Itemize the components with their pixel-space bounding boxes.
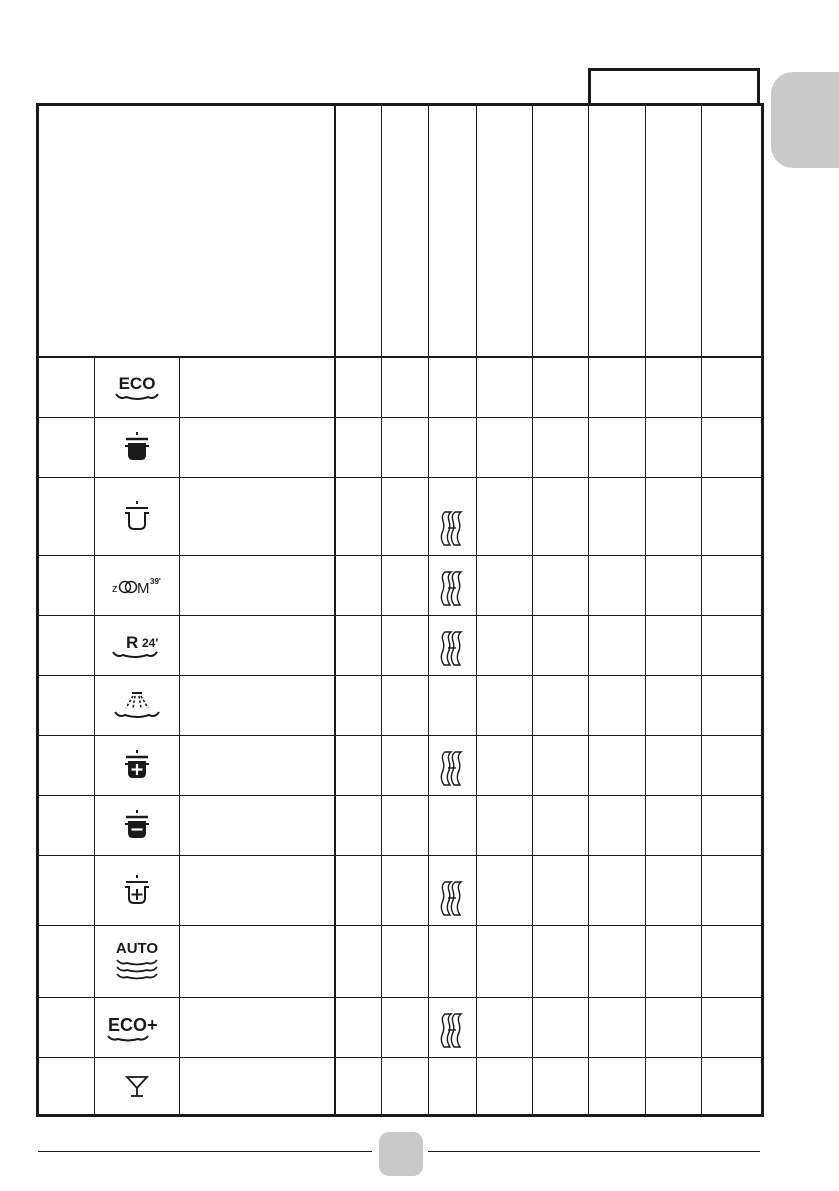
- page-number-badge: [379, 1132, 423, 1176]
- table-row: [38, 417, 763, 477]
- row-number: [38, 555, 95, 615]
- eco-plus-icon: [104, 1010, 170, 1044]
- table-row: [38, 357, 763, 417]
- warm-wave-icon: [438, 567, 468, 611]
- table-row: [38, 555, 763, 615]
- table-row: [38, 675, 763, 735]
- intensive-pot-icon: [117, 430, 157, 464]
- svg-text:M: M: [137, 580, 150, 597]
- header-col-1: [335, 105, 382, 358]
- row-icon: [95, 925, 180, 997]
- table-row: [38, 925, 763, 997]
- warm-wave-icon: [438, 1009, 468, 1053]
- pot-minus-icon: [117, 808, 157, 842]
- row-icon: [95, 1057, 180, 1115]
- table-row: [38, 615, 763, 675]
- row-label: [180, 555, 335, 615]
- row-label: [180, 925, 335, 997]
- row-label: [180, 357, 335, 417]
- eco-icon: [112, 370, 162, 404]
- row-label: [180, 795, 335, 855]
- row-label: [180, 477, 335, 555]
- svg-text:39': 39': [150, 577, 161, 586]
- svg-text:z: z: [112, 583, 118, 595]
- row-icon: [95, 615, 180, 675]
- table-row: [38, 855, 763, 925]
- auto-icon: [110, 937, 164, 985]
- header-program-cell: [38, 105, 335, 358]
- svg-text:AUTO: AUTO: [115, 940, 159, 957]
- pot-outline-icon: [117, 499, 157, 533]
- marker-cell: [429, 735, 477, 795]
- table-header-row: [38, 105, 763, 358]
- svg-text:ECO+: ECO+: [108, 1015, 158, 1035]
- warm-wave-icon: [438, 877, 468, 921]
- row-number: [38, 615, 95, 675]
- rapid-24-icon: [110, 628, 164, 662]
- row-number: [38, 675, 95, 735]
- pot-plus-icon: [117, 748, 157, 782]
- program-table: [36, 103, 761, 1113]
- row-label: [180, 615, 335, 675]
- spray-rinse-icon: [111, 688, 163, 722]
- header-col-6: [589, 105, 646, 358]
- pot-plus-outline-icon: [117, 873, 157, 907]
- warm-wave-icon: [438, 627, 468, 671]
- row-icon: [95, 417, 180, 477]
- row-number: [38, 1057, 95, 1115]
- header-col-8: [702, 105, 763, 358]
- row-number: [38, 417, 95, 477]
- row-label: [180, 675, 335, 735]
- row-icon: [95, 735, 180, 795]
- header-col-2: [382, 105, 429, 358]
- row-number: [38, 795, 95, 855]
- marker-cell: [429, 997, 477, 1057]
- row-label: [180, 997, 335, 1057]
- marker-cell: [429, 855, 477, 925]
- svg-text:ECO: ECO: [118, 374, 156, 394]
- footer-rule-right: [428, 1151, 760, 1152]
- row-icon: [95, 675, 180, 735]
- row-number: [38, 997, 95, 1057]
- warm-wave-icon: [438, 507, 468, 551]
- glass-icon: [122, 1071, 152, 1101]
- row-icon: [95, 477, 180, 555]
- row-number: [38, 735, 95, 795]
- side-tab: [771, 72, 839, 168]
- row-number: [38, 357, 95, 417]
- marker-cell: [429, 615, 477, 675]
- row-icon: [95, 855, 180, 925]
- row-number: [38, 477, 95, 555]
- header-col-7: [646, 105, 702, 358]
- table-row: [38, 477, 763, 555]
- marker-cell: [429, 555, 477, 615]
- header-col-4: [477, 105, 533, 358]
- table-row: [38, 795, 763, 855]
- header-col-5: [533, 105, 589, 358]
- marker-cell: [429, 477, 477, 555]
- row-label: [180, 855, 335, 925]
- header-col-3: [429, 105, 477, 358]
- row-number: [38, 925, 95, 997]
- header-box: [588, 68, 760, 104]
- warm-wave-icon: [438, 747, 468, 791]
- row-label: [180, 735, 335, 795]
- table-row: [38, 735, 763, 795]
- zoom-39-icon: [109, 572, 165, 598]
- table-row: [38, 997, 763, 1057]
- row-label: [180, 417, 335, 477]
- row-icon: [95, 997, 180, 1057]
- row-label: [180, 1057, 335, 1115]
- row-icon: [95, 795, 180, 855]
- footer-rule-left: [38, 1151, 372, 1152]
- svg-text:24': 24': [142, 636, 159, 650]
- table-row: [38, 1057, 763, 1115]
- row-icon: [95, 555, 180, 615]
- row-number: [38, 855, 95, 925]
- row-icon: [95, 357, 180, 417]
- svg-text:R: R: [126, 633, 139, 652]
